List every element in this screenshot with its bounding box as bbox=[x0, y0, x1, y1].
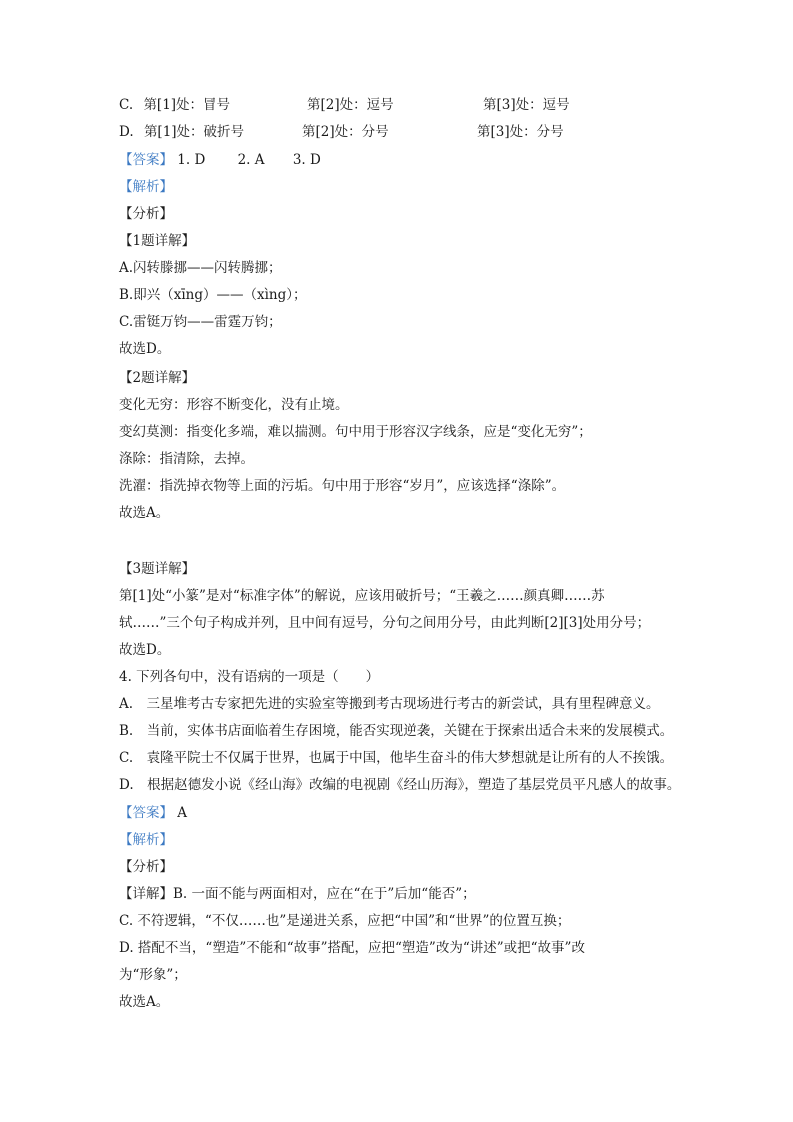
q4-stem: 4. 下列各句中，没有语病的一项是（ ） bbox=[119, 669, 380, 685]
option-c-p3: 第[3]处：逗号 bbox=[483, 97, 570, 113]
fenxi-tag: 【分析】 bbox=[119, 206, 173, 222]
answer4-value: A bbox=[177, 805, 188, 821]
option-c-label: C. bbox=[119, 97, 134, 113]
fenxi-tag-2: 【分析】 bbox=[119, 859, 173, 875]
answer-line-1 bbox=[119, 151, 321, 169]
answer-2: 2. A bbox=[237, 152, 265, 168]
q2-line-2: 变幻莫测：指变化多端，难以揣测。句中用于形容汉字线条，应是“变化无穷”； bbox=[119, 424, 592, 440]
q1-conclusion: 故选D。 bbox=[119, 341, 171, 357]
q1-line-c: C.雷铤万钧——雷霆万钧； bbox=[119, 314, 282, 330]
q4-option-c: C. 袁隆平院士不仅属于世界，也属于中国，他毕生奋斗的伟大梦想就是让所有的人不挨饿。 bbox=[119, 750, 674, 766]
option-d-p1: 第[1]处：破折号 bbox=[143, 124, 245, 140]
option-d-p2: 第[2]处：分号 bbox=[302, 124, 389, 140]
answer-line-4 bbox=[119, 804, 187, 822]
option-c-p1: 第[1]处：冒号 bbox=[143, 97, 231, 113]
answer-1: 1. D bbox=[177, 152, 206, 168]
q4-detail-text-1: B. 一面不能与两面相对，应在“在于”后加“能否”； bbox=[173, 886, 476, 902]
q2-line-1: 变化无穷：形容不断变化，没有止境。 bbox=[119, 397, 349, 413]
q4-option-a: A. 三星堆考古专家把先进的实验室等搬到考古现场进行考古的新尝试，具有里程碑意义。 bbox=[119, 696, 660, 712]
q4-detail-line-1 bbox=[119, 885, 476, 903]
answer4-tag: 【答案】 bbox=[119, 805, 173, 821]
q1-line-b: B.即兴（xīng）——（xìng）； bbox=[119, 287, 307, 303]
answer-tag: 【答案】 bbox=[119, 152, 173, 168]
option-d-p3: 第[3]处：分号 bbox=[477, 124, 564, 140]
q3-conclusion: 故选D。 bbox=[119, 642, 171, 658]
q4-option-b: B. 当前，实体书店面临着生存困境，能否实现逆袭，关键在于探索出适合未来的发展模式。 bbox=[119, 723, 674, 739]
q3-line-2: 轼……”三个句子构成并列，且中间有逗号，分句之间用分号，由此判断[2][3]处用分号； bbox=[119, 615, 651, 631]
q2-line-3: 涤除：指清除，去掉。 bbox=[119, 451, 254, 467]
q4-conclusion: 故选A。 bbox=[119, 994, 170, 1010]
q4-detail-tag: 【详解】 bbox=[119, 886, 173, 902]
q4-detail-line-2: C. 不符逻辑，“不仅……也”是递进关系，应把“中国”和“世界”的位置互换； bbox=[119, 913, 571, 929]
q2-line-4: 洗濯：指洗掉衣物等上面的污垢。句中用于形容“岁月”，应该选择“涤除”。 bbox=[119, 478, 566, 494]
analysis-tag-2: 【解析】 bbox=[119, 832, 173, 848]
q2-conclusion: 故选A。 bbox=[119, 505, 170, 521]
q3-line-1: 第[1]处“小篆”是对“标准字体”的解说，应该用破折号；“王羲之……颜真卿……苏 bbox=[119, 588, 605, 604]
q1-line-a: A.闪转滕挪——闪转腾挪； bbox=[119, 260, 282, 276]
answer-3: 3. D bbox=[292, 152, 321, 168]
option-d-line bbox=[119, 123, 244, 141]
option-c-line bbox=[119, 96, 230, 114]
q1-heading: 【1题详解】 bbox=[119, 233, 196, 249]
q4-detail-line-3: D. 搭配不当，“塑造”不能和“故事”搭配，应把“塑造”改为“讲述”或把“故事”改 bbox=[119, 940, 585, 956]
option-c-p2: 第[2]处：逗号 bbox=[307, 97, 394, 113]
q3-heading: 【3题详解】 bbox=[119, 561, 196, 577]
option-d-label: D. bbox=[119, 124, 134, 140]
analysis-tag: 【解析】 bbox=[119, 179, 173, 195]
q2-heading: 【2题详解】 bbox=[119, 370, 196, 386]
q4-option-d: D. 根据赵德发小说《经山海》改编的电视剧《经山历海》，塑造了基层党员平凡感人的故事。 bbox=[119, 777, 681, 793]
q4-detail-line-4: 为“形象”； bbox=[119, 967, 187, 983]
